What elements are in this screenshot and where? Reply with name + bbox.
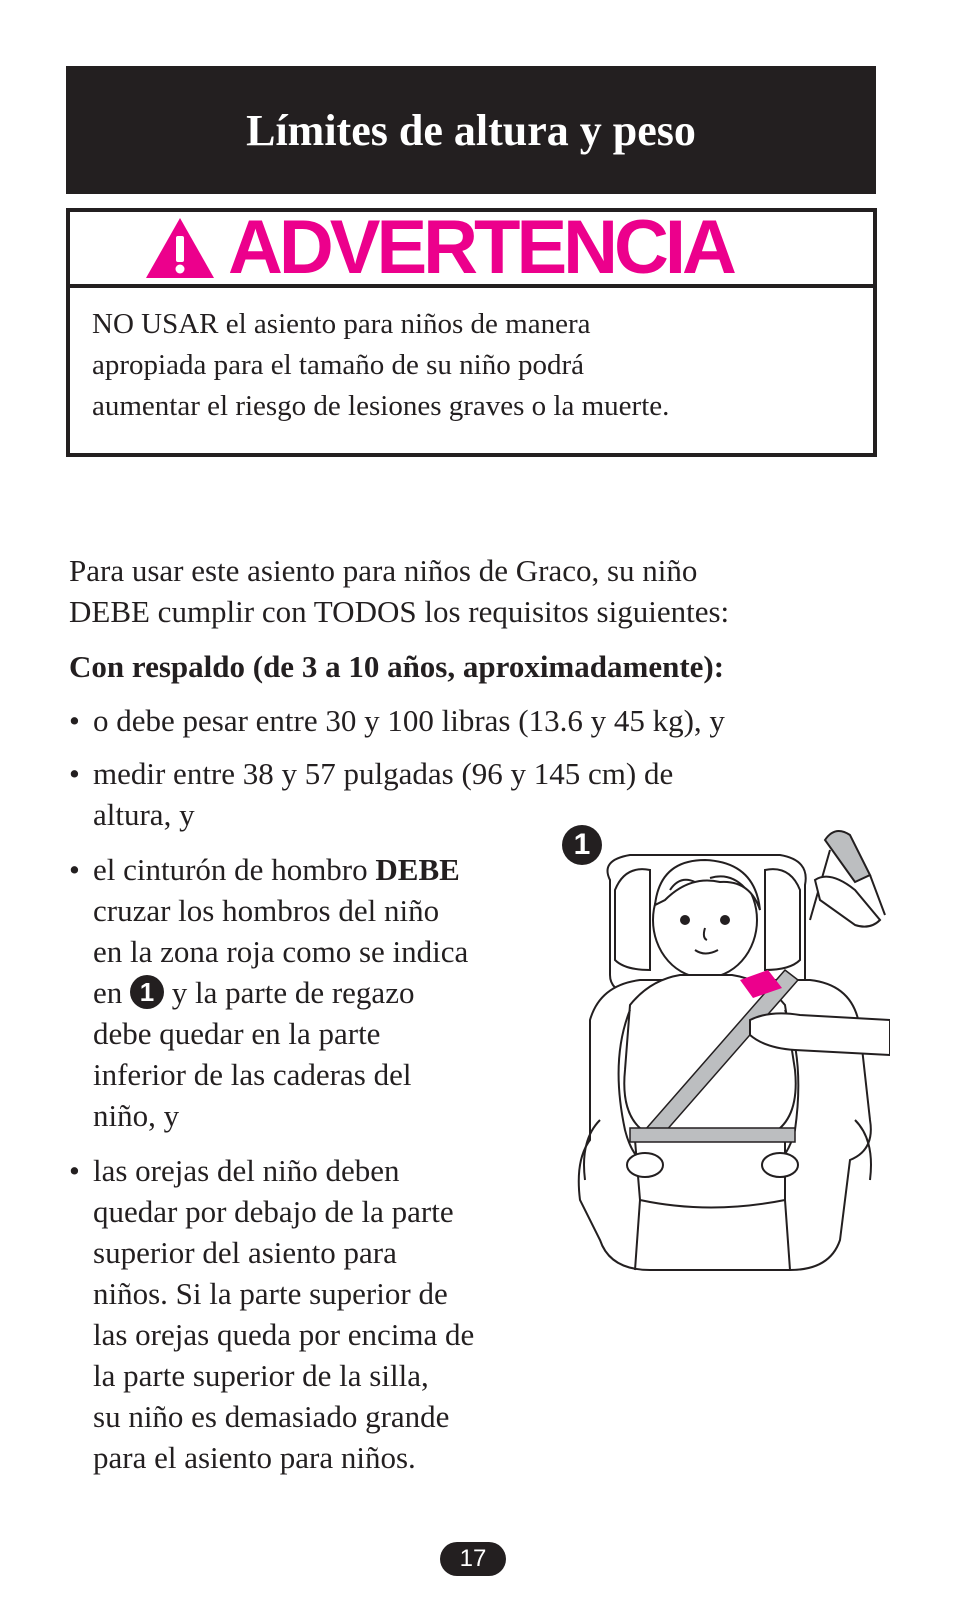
warning-triangle-icon xyxy=(144,216,216,280)
bullet-line: su niño es demasiado grande xyxy=(93,1399,450,1434)
bullet-dot: • xyxy=(69,852,80,887)
bullet-text: y la parte de regazo xyxy=(164,975,415,1010)
bullet-text: en xyxy=(93,975,131,1010)
bullet-line: para el asiento para niños. xyxy=(93,1440,416,1475)
bullet-line xyxy=(93,972,573,1013)
section-subheading: Con respaldo (de 3 a 10 años, aproximadamente): xyxy=(69,649,725,684)
bullet-line: las orejas del niño deben xyxy=(93,1153,400,1188)
page-title-bar xyxy=(66,66,876,194)
warning-box xyxy=(66,205,877,457)
intro-line: Para usar este asiento para niños de Graco, su niño xyxy=(69,553,698,588)
bullet-line: la parte superior de la silla, xyxy=(93,1358,429,1393)
warning-label: ADVERTENCIA xyxy=(228,205,733,290)
figure-reference-badge: 1 xyxy=(130,975,164,1009)
bullet-line: quedar por debajo de la parte xyxy=(93,1194,454,1229)
bullet-text: o debe pesar entre 30 y 100 libras (13.6 y 45 kg), y xyxy=(93,703,725,738)
child-booster-seat-illustration xyxy=(570,820,890,1300)
bullet-line: inferior de las caderas del xyxy=(93,1057,412,1092)
bullet-text: el cinturón de hombro xyxy=(93,852,376,887)
bullet-line: superior del asiento para xyxy=(93,1235,397,1270)
bullet-line: altura, y xyxy=(93,797,195,832)
bullet-line: cruzar los hombros del niño xyxy=(93,893,440,928)
warning-line: NO USAR el asiento para niños de manera xyxy=(92,308,591,340)
warning-header xyxy=(70,205,873,290)
bullet-dot: • xyxy=(69,1153,80,1188)
bullet-line: las orejas queda por encima de xyxy=(93,1317,475,1352)
page-title: Límites de altura y peso xyxy=(246,105,696,155)
emphasis-text: DEBE xyxy=(375,852,460,887)
bullet-line: debe quedar en la parte xyxy=(93,1016,381,1051)
bullet-dot: • xyxy=(69,703,80,738)
bullet-line: niños. Si la parte superior de xyxy=(93,1276,448,1311)
bullet-line: en la zona roja como se indica xyxy=(93,934,469,969)
bullet-line: medir entre 38 y 57 pulgadas (96 y 145 cm) de xyxy=(93,756,674,791)
warning-line: aumentar el riesgo de lesiones graves o la muerte. xyxy=(92,390,670,422)
page-number: 17 xyxy=(440,1542,506,1576)
bullet-dot: • xyxy=(69,756,80,791)
warning-text xyxy=(70,288,873,427)
intro-paragraph xyxy=(69,550,889,632)
intro-line: DEBE cumplir con TODOS los requisitos siguientes: xyxy=(69,594,730,629)
figure-number-badge: 1 xyxy=(562,825,602,865)
bullet-line xyxy=(93,849,573,890)
bullet-line: niño, y xyxy=(93,1098,180,1133)
warning-line: apropiada para el tamaño de su niño podrá xyxy=(92,349,585,381)
